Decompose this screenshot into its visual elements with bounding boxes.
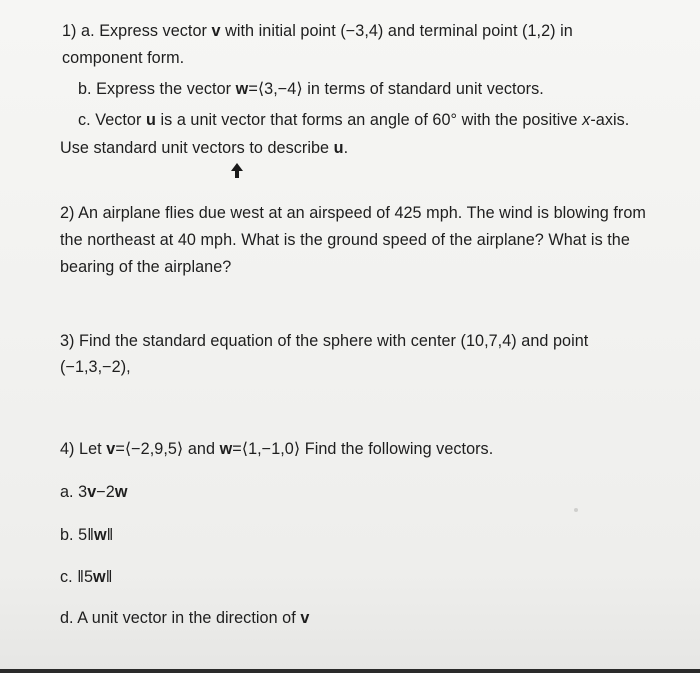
- q1c-line1: [78, 110, 629, 130]
- q4-intro-pre: 4) Let: [60, 440, 107, 458]
- q1c-text-pre: c. Vector: [78, 111, 146, 129]
- q4d-label: d.: [60, 609, 78, 627]
- q2-line2: the northeast at 40 mph. What is the ground speed of the airplane? What is the: [60, 231, 630, 249]
- q1c-line2-end: .: [343, 139, 349, 157]
- q1a-text-post: with initial point (−3,4) and terminal point (1,2) in: [220, 22, 573, 40]
- q4-intro: [60, 439, 493, 459]
- q1b-vector-w: w: [235, 80, 249, 98]
- q1b-line: [78, 79, 544, 99]
- q4c-line: [60, 567, 112, 587]
- q4c-expr-pre: ‖5: [77, 568, 94, 586]
- q1c-line2-pre: Use standard unit vectors to describe: [60, 139, 334, 157]
- q4a-expr-w: w: [114, 483, 128, 501]
- q4b-label: b.: [60, 526, 79, 544]
- q4c-expr-w: w: [93, 568, 106, 586]
- q4d-text: A unit vector in the direction of: [77, 609, 301, 627]
- q1c-vector-u: u: [145, 111, 156, 129]
- q4d-vector-v: v: [300, 609, 310, 627]
- q4b-expr-w: w: [93, 526, 107, 544]
- q4a-label: a.: [60, 483, 79, 501]
- q4-vector-v: v: [106, 440, 116, 458]
- q1a-line2: component form.: [62, 49, 185, 67]
- q2-line1: 2) An airplane flies due west at an airspeed of 425 mph. The wind is blowing from: [60, 204, 646, 222]
- q4-intro-mid: =⟨−2,9,5⟩ and: [115, 440, 220, 458]
- q4a-expr-v: v: [87, 483, 97, 501]
- q1c-line2-vector-u: u: [333, 139, 344, 157]
- q4b-line: [60, 525, 113, 545]
- q4c-label: c.: [60, 568, 78, 586]
- q3-line1: 3) Find the standard equation of the sphere with center (10,7,4) and point: [60, 332, 589, 350]
- q1b-text-post: =⟨3,−4⟩ in terms of standard unit vectors.: [248, 80, 544, 98]
- paper-speck: [574, 508, 578, 512]
- q1c-x-var: x: [582, 111, 591, 129]
- mouse-pointer-icon: [230, 163, 244, 179]
- q4b-expr-pre: 5‖: [78, 526, 94, 544]
- q4a-expr-pre: 3: [78, 483, 88, 501]
- q4a-line: [60, 482, 128, 502]
- q2-line3: bearing of the airplane?: [60, 258, 232, 276]
- q4-intro-post: =⟨1,−1,0⟩ Find the following vectors.: [232, 440, 494, 458]
- q1c-text-end: -axis.: [590, 111, 630, 129]
- q1c-text-mid: is a unit vector that forms an angle of 60° with the positive: [155, 111, 583, 129]
- paper-bottom-edge: [0, 669, 700, 673]
- q3-line2: (−1,3,−2),: [60, 358, 131, 376]
- q4b-expr-post: ‖: [106, 526, 114, 544]
- q4-vector-w: w: [219, 440, 233, 458]
- q1a-line1: [62, 21, 573, 41]
- q4d-line: [60, 608, 309, 628]
- q1b-text-pre: b. Express the vector: [78, 80, 236, 98]
- q4c-expr-post: ‖: [105, 568, 113, 586]
- q1a-vector-v: v: [211, 22, 221, 40]
- q1a-text-pre: 1) a. Express vector: [62, 22, 212, 40]
- q1c-line2: [60, 138, 348, 158]
- q4a-expr-mid: −2: [96, 483, 115, 501]
